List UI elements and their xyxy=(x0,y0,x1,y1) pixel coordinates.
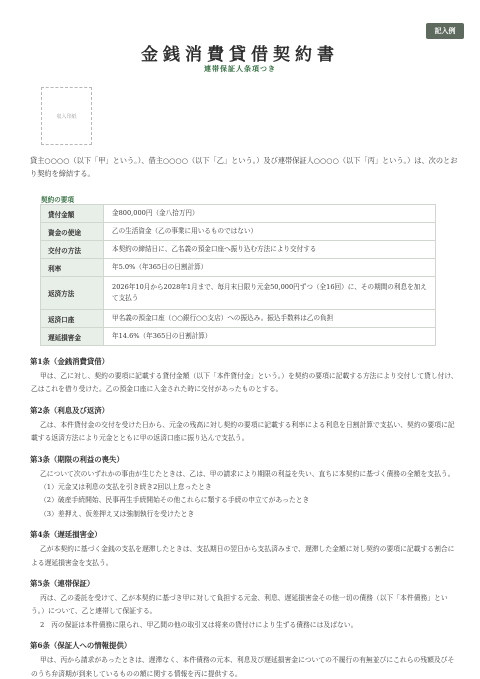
article-title: 第3条（期限の利益の喪失） xyxy=(30,454,124,464)
terms-key: 貸付金額 xyxy=(41,205,104,223)
terms-key: 資金の使途 xyxy=(41,223,104,241)
document-subtitle: 連帯保証人条項つき xyxy=(204,64,276,73)
articles-section xyxy=(30,356,460,679)
terms-row xyxy=(41,259,436,277)
sample-badge: 記入例 xyxy=(426,23,464,39)
terms-key: 交付の方法 xyxy=(41,241,104,259)
terms-row xyxy=(41,310,436,328)
article-body: 乙が本契約に基づく金銭の支払を遅滞したときは、支払期日の翌日から支払済みまで、遅滞した金額に対し契約の要項に記載する割合による遅延損害金を支払う。 xyxy=(31,545,455,567)
terms-key: 遅延損害金 xyxy=(41,328,104,346)
article-list-item: （1）元金又は利息の支払を引き続き2回以上怠ったとき xyxy=(40,483,212,492)
article xyxy=(30,454,460,522)
document-title: 金銭消費貸借契約書 xyxy=(141,45,339,65)
stamp-label: 収入印紙 xyxy=(56,113,77,120)
terms-value: 金800,000円（金八拾万円） xyxy=(104,205,436,223)
article-list-item: （3）差押え、仮差押え又は強制執行を受けたとき xyxy=(40,509,195,518)
article-title: 第2条（利息及び返済） xyxy=(30,405,110,415)
article xyxy=(30,356,460,397)
article-title: 第1条（金銭消費貸借） xyxy=(30,357,110,366)
article-list-item: 2 丙の保証は本件債務に限られ、甲乙間の他の取引又は将来の貸付けにより生ずる債務には及ばない。 xyxy=(40,620,358,629)
article xyxy=(30,640,460,679)
terms-row xyxy=(41,328,436,346)
intro-paragraph: 貸主○○○○（以下「甲」という。）、借主○○○○（以下「乙」という。）及び連帯保証人○○○○（以下「丙」という。）は、次のとおり契約を締結する。 xyxy=(30,156,458,178)
terms-table xyxy=(40,204,436,346)
terms-value: 甲名義の預金口座（○○銀行○○支店）への振込み。振込手数料は乙の負担 xyxy=(104,310,436,328)
terms-row xyxy=(41,277,436,310)
article xyxy=(30,529,460,570)
terms-value: 2026年10月から2028年1月まで、毎月末日限り元金50,000円ずつ（全16回）に、その期間の利息を加えて支払う xyxy=(104,277,436,310)
article-list-item: （2）破産手続開始、民事再生手続開始その他これらに類する手続の申立てがあったとき xyxy=(40,496,310,505)
terms-value: 本契約の締結日に、乙名義の預金口座へ振り込む方法により交付する xyxy=(104,241,436,259)
revenue-stamp-box xyxy=(41,87,92,145)
terms-key: 利率 xyxy=(41,259,104,277)
terms-row xyxy=(41,241,436,259)
article-body: 甲は、丙から請求があったときは、遅滞なく、本件債務の元本、利息及び遅延損害金についての不履行の有無並びにこれらの残額及びそのうち弁済期が到来しているものの額に関する情報を丙に提供する。 xyxy=(31,656,455,678)
terms-value: 乙の生活資金（乙の事業に用いるものではない） xyxy=(104,223,436,241)
article-body: 甲は、乙に対し、契約の要項に記載する貸付金額（以下「本件貸付金」という。）を契約の要項に記載する方法により交付して貸し付け、乙はこれを借り受けた。乙の預金口座に入金された時に交付があったものとする。 xyxy=(31,372,458,394)
article-title: 第5条（連帯保証） xyxy=(30,579,95,589)
terms-row xyxy=(41,205,436,223)
article-title: 第6条（保証人への情報提供） xyxy=(30,641,132,651)
article xyxy=(30,405,460,446)
article-title: 第4条（遅延損害金） xyxy=(30,530,102,540)
article xyxy=(30,578,460,632)
article-body: 乙は、本件貸付金の交付を受けた日から、元金の残高に対し契約の要項に記載する利率による利息を日割計算で支払い、契約の要項に記載する返済方法により元金とともに甲の返済口座に振り込んで支払う。 xyxy=(31,420,455,443)
terms-value: 年14.6%（年365日の日割計算） xyxy=(104,328,436,346)
article-body: 丙は、乙の委託を受けて、乙が本契約に基づき甲に対して負担する元金、利息、遅延損害金その他一切の債務（以下「本件債務」という。）について、乙と連帯して保証する。 xyxy=(31,594,448,616)
terms-key: 返済方法 xyxy=(41,277,104,310)
article-body: 乙について次のいずれかの事由が生じたときは、乙は、甲の請求により期限の利益を失い、直ちに本契約に基づく債務の全額を支払う。 xyxy=(40,469,455,478)
terms-row xyxy=(41,223,436,241)
terms-heading: 契約の要項 xyxy=(30,193,436,204)
terms-key: 返済口座 xyxy=(41,310,104,328)
terms-value: 年5.0%（年365日の日割計算） xyxy=(104,259,436,277)
